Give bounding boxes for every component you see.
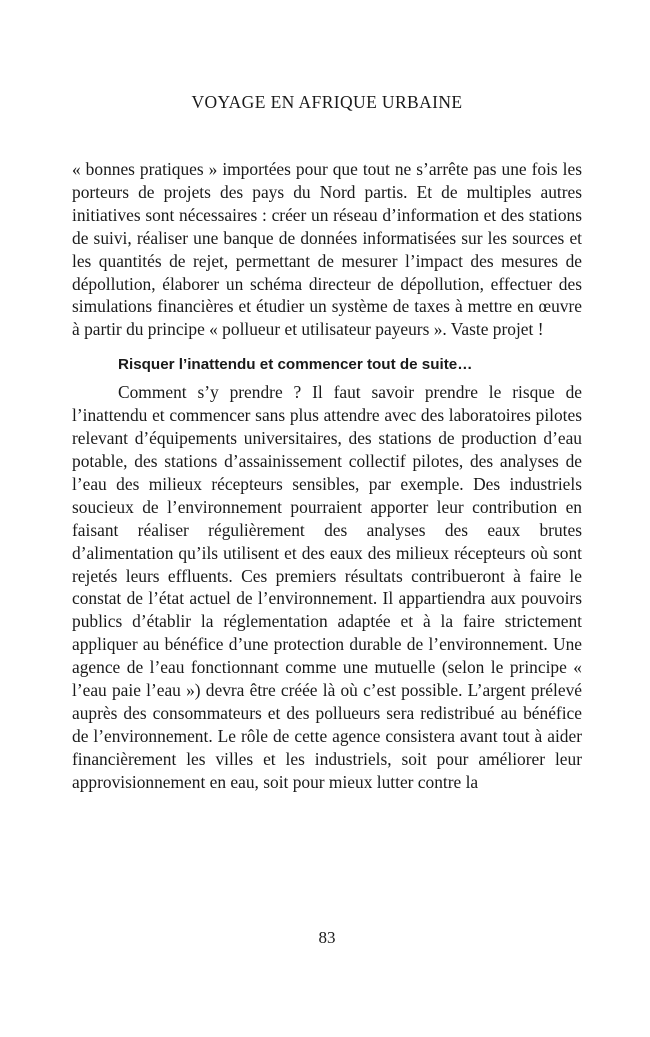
section-subheading: Risquer l’inattendu et commencer tout de suite… xyxy=(118,356,473,374)
running-title: VOYAGE EN AFRIQUE URBAINE xyxy=(191,92,463,112)
body-text xyxy=(72,158,582,794)
book-page xyxy=(72,0,582,1037)
page-number: 83 xyxy=(318,928,336,947)
paragraph-2: Comment s’y prendre ? Il faut savoir prendre le risque de l’inattendu et commencer sans plus attendre avec des laboratoires pilotes relevant d’équipements universitaires, des stations de production d’eau potable, des stations d’assainissement collectif pilotes, des analyses de l’eau des milieux récepteurs sensibles, par exemple. Des industriels soucieux de l’environnement pourraient apporter leur contribution en faisant réaliser régulièrement des analyses des eaux brutes d’alimentation qu’ils utilisent et des eaux des milieux récepteurs où sont rejetés leurs effluents. Ces premiers résultats contribueront à faire le constat de l’état actuel de l’environnement. Il appartiendra aux pouvoirs publics d’établir la réglementation adaptée et à la faire strictement appliquer au bénéfice d’une protection durable de l’environnement. Une agence de l’eau fonctionnant comme une mutuelle (selon le principe « l’eau paie l’eau ») devra être créée là où c’est possible. L’argent prélevé auprès des consommateurs et des pollueurs sera redistribué au bénéfice de l’environnement. Le rôle de cette agence consistera avant tout à aider financièrement les villes et les industriels, soit pour améliorer leur approvisionnement en eau, soit pour mieux lutter contre la xyxy=(72,382,582,792)
paragraph-1: « bonnes pratiques » importées pour que tout ne s’arrête pas une fois les porteurs de projets des pays du Nord partis. Et de multiples autres initiatives sont nécessaires : créer un réseau d’information et des stations de suivi, réaliser une banque de données informatisées sur les sources et les quantités de rejet, permettant de mesurer l’impact des mesures de dépollution, élaborer un schéma directeur de dépollution, effectuer des simulations financières et étudier un système de taxes à mettre en œuvre à partir du principe « pollueur et utilisateur payeurs ». Vaste projet ! xyxy=(72,159,582,340)
